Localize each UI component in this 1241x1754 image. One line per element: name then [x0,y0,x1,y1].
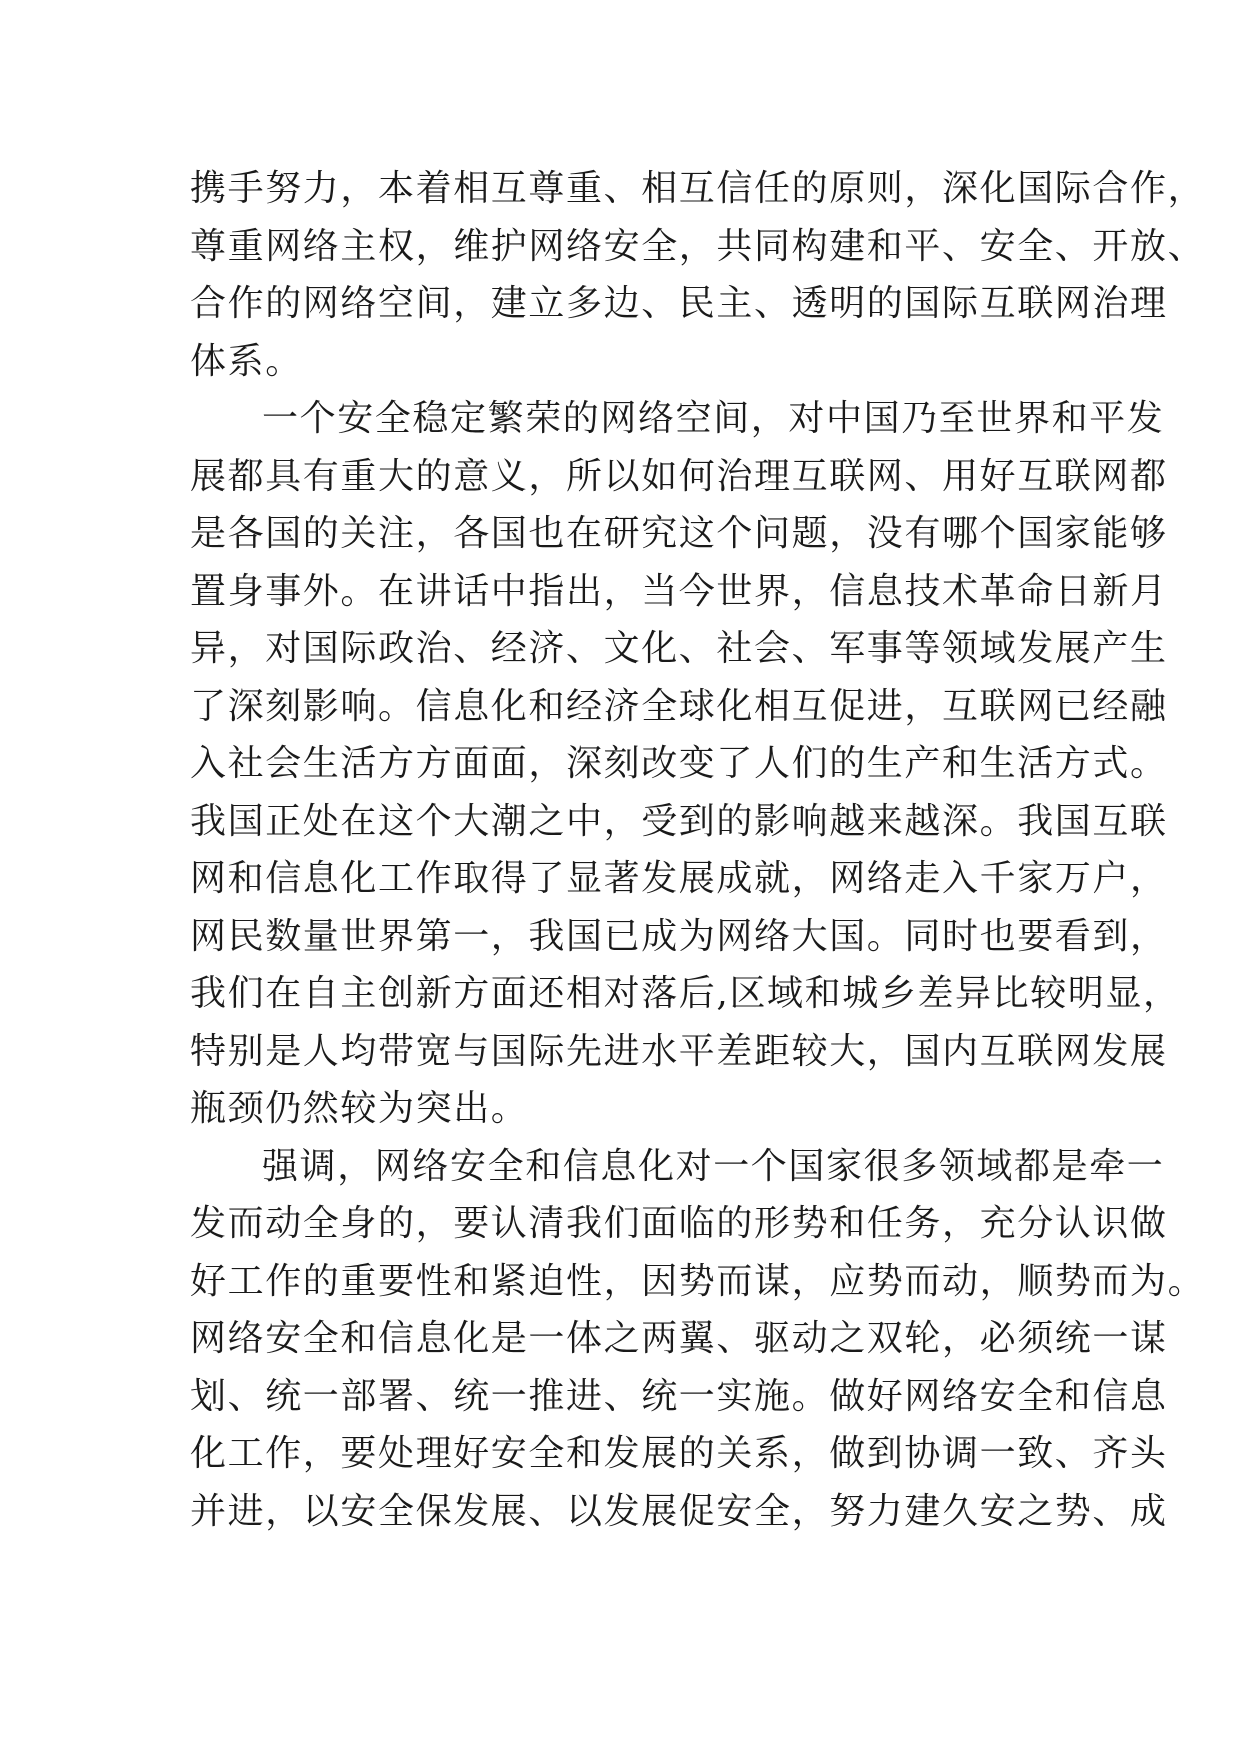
text-line: 体系。 [190,340,303,382]
text-line: 合作的网络空间，建立多边、民主、透明的国际互联网治理 [190,283,1168,324]
text-line: 特别是人均带宽与国际先进水平差距较大，国内互联网发展 [190,1030,1168,1072]
text-line: 并进，以安全保发展、以发展促安全，努力建久安之势、成 [190,1490,1168,1532]
body-text [190,160,1206,1540]
text-line: 了深刻影响。信息化和经济全球化相互促进，互联网已经融 [190,685,1168,727]
text-line: 网民数量世界第一，我国已成为网络大国。同时也要看到， [190,915,1168,957]
text-line: 发而动全身的，要认清我们面临的形势和任务，充分认识做 [190,1203,1168,1244]
text-line: 好工作的重要性和紧迫性，因势而谋，应势而动，顺势而为。 [190,1260,1206,1302]
text-line: 网络安全和信息化是一体之两翼、驱动之双轮，必须统一谋 [190,1318,1168,1359]
text-line: 我们在自主创新方面还相对落后,区域和城乡差异比较明显， [190,973,1181,1014]
text-line: 化工作，要处理好安全和发展的关系，做到协调一致、齐头 [190,1433,1168,1474]
text-line: 网和信息化工作取得了显著发展成就，网络走入千家万户， [190,858,1168,899]
text-line: 一个安全稳定繁荣的网络空间，对中国乃至世界和平发 [262,398,1165,439]
text-line: 携手努力，本着相互尊重、相互信任的原则，深化国际合作， [190,168,1206,209]
text-line: 我国正处在这个大潮之中，受到的影响越来越深。我国互联 [190,800,1168,842]
text-line: 展都具有重大的意义，所以如何治理互联网、用好互联网都 [190,455,1168,497]
text-line: 异，对国际政治、经济、文化、社会、军事等领域发展产生 [190,628,1168,669]
text-line: 是各国的关注，各国也在研究这个问题，没有哪个国家能够 [190,513,1168,554]
text-line: 尊重网络主权，维护网络安全，共同构建和平、安全、开放、 [190,225,1206,267]
text-line: 瓶颈仍然较为突出。 [190,1088,529,1129]
text-line: 置身事外。在讲话中指出，当今世界，信息技术革命日新月 [190,570,1168,612]
text-line: 入社会生活方方面面，深刻改变了人们的生产和生活方式。 [190,743,1168,784]
text-line: 划、统一部署、统一推进、统一实施。做好网络安全和信息 [190,1375,1168,1417]
text-line: 强调，网络安全和信息化对一个国家很多领域都是牵一 [262,1145,1165,1187]
paragraph [190,1138,1206,1541]
paragraph [190,160,1206,390]
paragraph [190,390,1181,1138]
